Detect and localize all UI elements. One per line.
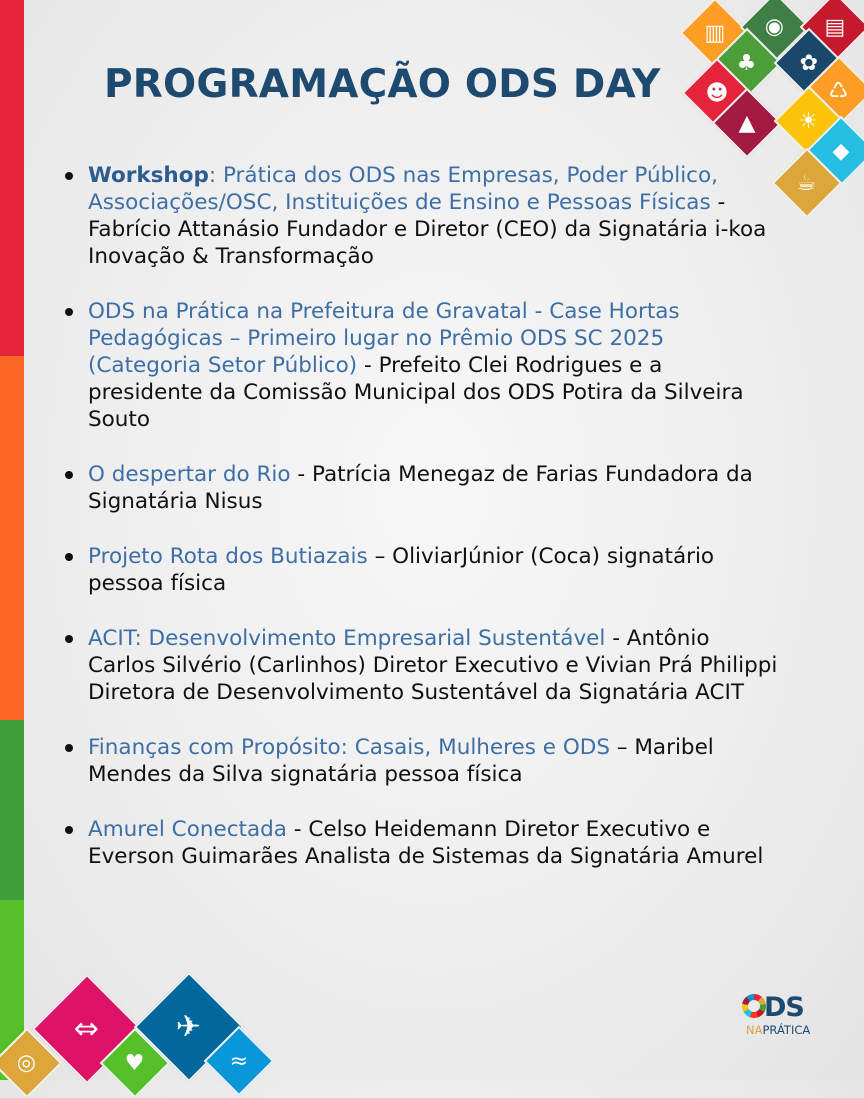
flower-icon: ✿ — [774, 28, 845, 99]
city-icon: ▥ — [680, 0, 751, 68]
tree-icon: ♣ — [712, 28, 783, 99]
list-item — [88, 461, 778, 515]
logo-main: DS — [763, 992, 804, 1023]
dove-gavel-icon: ✈ — [134, 972, 244, 1082]
stripe-orange — [0, 356, 24, 720]
list-item — [88, 625, 778, 706]
item-highlight: ACIT: Desenvolvimento Empresarial Sustentável — [88, 626, 606, 651]
item-text: - Antônio Carlos Silvério (Carlinhos) Diretor Executivo e Vivian Prá Philippi Diretora de Desenvolvimento Sustentável da Signatária ACIT — [88, 626, 778, 705]
ods-na-pratica-logo — [742, 992, 826, 1044]
item-highlight: O despertar do Rio — [88, 462, 291, 487]
item-highlight-bold: Workshop — [88, 163, 209, 188]
water-drop-icon: ◆ — [806, 116, 864, 187]
equality-icon: ⇔ — [32, 974, 142, 1084]
list-item — [88, 162, 778, 270]
item-highlight: : Prática dos ODS nas Empresas, Poder Público, Associações/OSC, Instituições de Ensino e Pessoas Físicas — [88, 163, 718, 215]
eye-icon: ◉ — [740, 0, 811, 62]
item-highlight: ODS na Prática na Prefeitura de Gravatal - Case Hortas Pedagógicas – Primeiro lugar no Prêmio ODS SC 2025 (Categoria Setor Público) — [88, 299, 680, 378]
plant-icon: ♥ — [100, 1028, 171, 1098]
item-text: - Patrícia Menegaz de Farias Fundadora da Signatária Nisus — [88, 462, 753, 514]
sun-icon: ☀ — [774, 86, 845, 157]
list-item — [88, 816, 778, 870]
recycle-icon: ♺ — [804, 56, 864, 127]
program-list — [88, 162, 778, 898]
logo-sub-prefix: NA — [746, 1023, 763, 1037]
list-item — [88, 734, 778, 788]
list-item — [88, 543, 778, 597]
item-text: – OliviarJúnior (Coca) signatário pessoa física — [88, 544, 715, 596]
fish-icon: ≈ — [204, 1026, 275, 1097]
bowl-icon: ☕ — [772, 148, 843, 219]
list-item — [88, 298, 778, 433]
logo-sub-text: PRÁTICA — [762, 1023, 811, 1037]
logo-subtitle — [746, 1023, 810, 1037]
rings-icon: ◎ — [0, 1028, 62, 1098]
people-icon: ☻ — [682, 58, 753, 129]
item-highlight: Finanças com Propósito: Casais, Mulheres e ODS — [88, 735, 610, 760]
stripe-red — [0, 0, 24, 356]
item-text: – Maribel Mendes da Silva signatária pessoa física — [88, 735, 714, 787]
logo-text — [742, 992, 804, 1023]
item-highlight: Amurel Conectada — [88, 817, 287, 842]
item-text: - Celso Heidemann Diretor Executivo e Everson Guimarães Analista de Sistemas da Signatária Amurel — [88, 817, 764, 869]
chart-icon: ▲ — [712, 88, 783, 159]
item-highlight: Projeto Rota dos Butiazais — [88, 544, 375, 569]
page-title: PROGRAMAÇÃO ODS DAY — [104, 62, 661, 107]
item-text: - Fabrício Attanásio Fundador e Diretor (CEO) da Signatária i-koa Inovação & Transformação — [88, 190, 767, 269]
item-text: - Prefeito Clei Rodrigues e a presidente da Comissão Municipal dos ODS Potira da Silveira Souto — [88, 353, 744, 432]
books-icon: ▤ — [800, 0, 864, 62]
stripe-green — [0, 720, 24, 900]
